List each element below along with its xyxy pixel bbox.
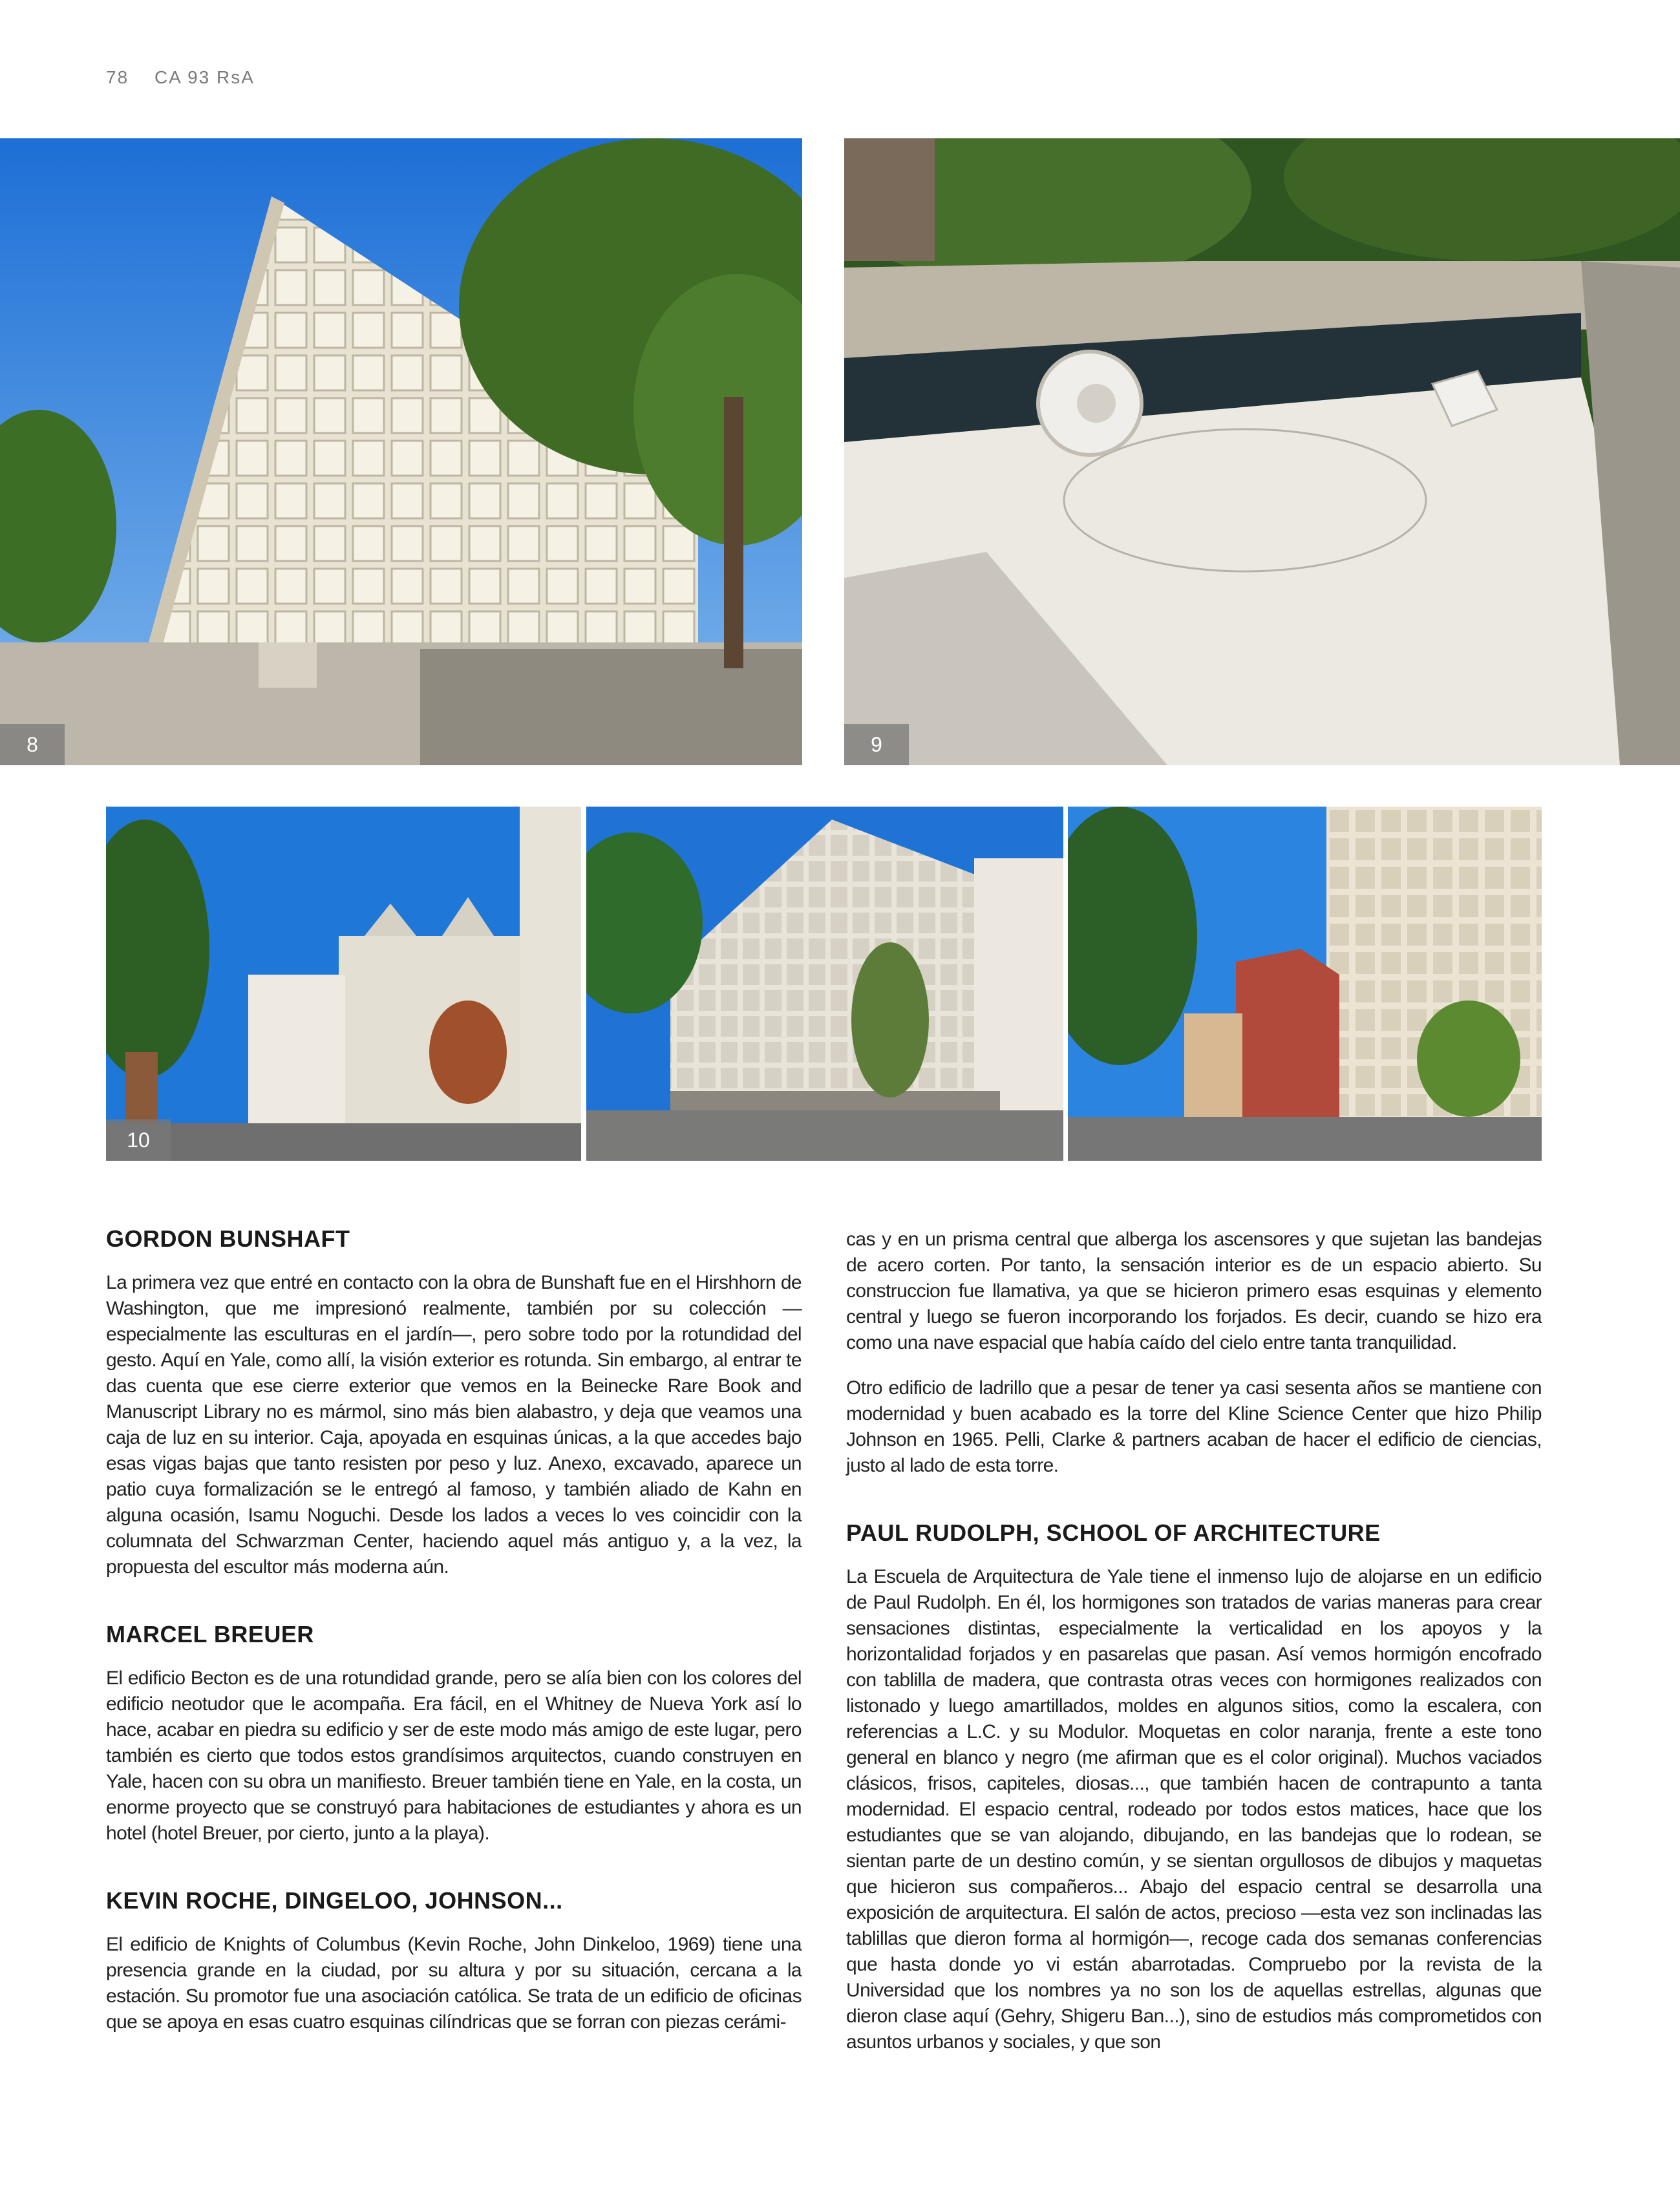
heading-gordon-bunshaft: GORDON BUNSHAFT [106,1225,350,1252]
heading-marcel-breuer: MARCEL BREUER [106,1621,314,1647]
running-header [106,67,274,88]
page-number: 78 [106,67,129,87]
figure-number-9: 9 [844,724,909,765]
left-column [106,1225,802,2035]
paragraph-roche-continued: cas y en un prisma central que alberga los ascensores y que sujetan las bandejas de acero corten. Por tanto, la sensación interior es de un espacio abierto. Su construccion fue llamativa, ya que se hicieron primero esas esquinas y elemento central y luego se fueron incorporando los forjados. Es decir, cuando se hizo era como una nave espacial que había caído del cielo entre tanta tranquilidad. [846,1229,1542,1353]
paragraph-kline-science: Otro edificio de ladrillo que a pesar de tener ya casi sesenta años se mantiene con modernidad y buen acabado es la torre del Kline Science Center que hizo Philip Johnson en 1965. Pelli, Clarke & partners acaban de hacer el edificio de ciencias, justo al lado de esta torre. [846,1377,1542,1476]
publication-title: CA 93 RsA [154,67,255,87]
photo-street-brick [1068,807,1542,1161]
paragraph-roche: El edificio de Knights of Columbus (Kevin Roche, John Dinkeloo, 1969) tiene una presencia grande en la ciudad, por su altura y por su situación, cercana a la estación. Su promotor fue una asociación católica. Se trata de un edificio de oficinas que se apoya en esas cuatro esquinas cilíndricas que se forran con piezas cerámi- [106,1934,802,2033]
figure-number-8: 8 [0,724,65,765]
paragraph-breuer: El edificio Becton es de una rotundidad grande, pero se alía bien con los colores del edificio neotudor que le acompaña. Era fácil, en el Whitney de Nueva York así lo hace, acabar en piedra su edificio y ser de este modo más amigo de este lugar, pero también es cierto que todos estos grandísimos arquitectos, cuando construyen en Yale, hacen con su obra un manifiesto. Breuer también tiene en Yale, en la costa, un enorme proyecto que se construyó para habitaciones de estudiantes y ahora es un hotel (hotel Breuer, por cierto, junto a la playa). [106,1667,802,1844]
photo-street-neogothic [106,807,581,1161]
heading-paul-rudolph: PAUL RUDOLPH, SCHOOL OF ARCHITECTURE [846,1519,1381,1546]
photo-beinecke-library [0,138,802,765]
right-column [846,1227,1542,2055]
paragraph-rudolph: La Escuela de Arquitectura de Yale tiene el inmenso lujo de alojarse en un edificio de Paul Rudolph. En él, los hormigones son tratados de varias maneras para crear sensaciones distintas, especialmente la verticalidad en los apoyos y la horizontalidad forjados y en pasarelas que pasan. Así vemos hormigón encofrado con tablilla de madera, que contrasta otras veces con hormigones realizados con listonado y luego amartillados, moldes en algunos sitios, como la escalera, con referencias a L.C. y su Modulor. Moquetas en color naranja, frente a este tono general en blanco y negro (me afirman que es el color original). Muchos vaciados clásicos, frisos, capiteles, diosas..., que también hacen de contrapunto a tanta modernidad. El espacio central, rodeado por todos estos matices, hace que los estudiantes que se van alojando, dibujando, en las bandejas que lo rodean, se sientan parte de un destino común, y se sientan orgullosos de dibujos y maquetas que hicieron sus compañeros... Abajo del espacio central se desarrolla una exposición de arquitectura. El salón de actos, precioso —esta vez son inclinadas las tablillas que dieron forma al hormigón—, recoge cada dos semanas conferencias que hasta donde yo vi están abarrotadas. Compruebo por la revista de la Universidad que los nombres ya no son los de aquellas estrellas, algunas que dieron clase aquí (Gehry, Shigeru Ban...), sino de estudios más comprometidos con asuntos urbanos y sociales, y que son [846,1566,1542,2053]
figure-number-10: 10 [106,1119,171,1161]
photo-becton-building [586,807,1063,1161]
photo-noguchi-court [844,138,1680,765]
heading-kevin-roche: KEVIN ROCHE, DINGELOO, JOHNSON... [106,1887,563,1914]
paragraph-bunshaft: La primera vez que entré en contacto con la obra de Bunshaft fue en el Hirshhorn de Washington, que me impresionó realmente, también por su colección —especialmente las esculturas en el jardín—, pero sobre todo por la rotundidad del gesto. Aquí en Yale, como allí, la visión exterior es rotunda. Sin embargo, al entrar te das cuenta que ese cierre exterior que vemos en la Beinecke Rare Book and Manuscript Library no es mármol, sino más bien alabastro, y deja que veamos una caja de luz en su interior. Caja, apoyada en esquinas únicas, a la que accedes bajo esas vigas bajas que tanto resisten por peso y luz. Anexo, excavado, aparece un patio cuya formalización se le entregó al famoso, y también aliado de Kahn en alguna ocasión, Isamu Noguchi. Desde los lados a veces lo ves coincidir con la columnata del Schwarzman Center, haciendo aquel más antiguo y, a la vez, la propuesta del escultor más moderna aún. [106,1272,802,1578]
